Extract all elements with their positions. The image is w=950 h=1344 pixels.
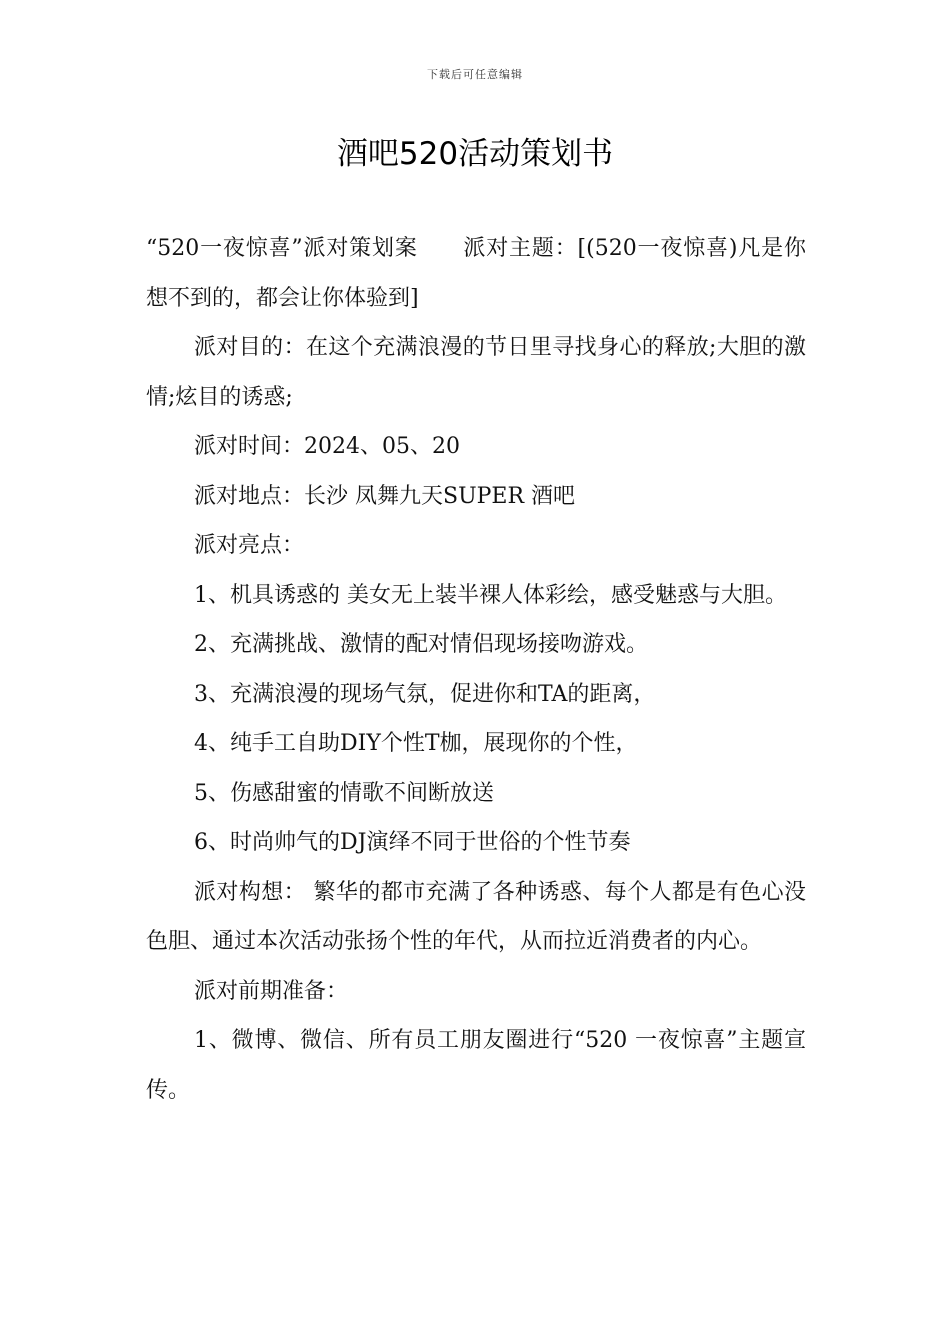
paragraph-party-concept: 派对构想： 繁华的都市充满了各种诱惑、每个人都是有色心没色胆、通过本次活动张扬个性的年代，从而拉近消费者的内心。 bbox=[146, 879, 806, 954]
paragraph-highlight-5: 5、伤感甜蜜的情歌不间断放送 bbox=[194, 780, 494, 806]
paragraph-party-location: 派对地点：长沙 凤舞九天SUPER 酒吧 bbox=[194, 483, 576, 509]
paragraph-party-highlights-heading: 派对亮点： bbox=[194, 533, 305, 558]
paragraph-highlight-6: 6、时尚帅气的DJ演绎不同于世俗的个性节奏 bbox=[194, 830, 631, 855]
document-title: 酒吧520活动策划书 bbox=[336, 136, 614, 172]
paragraph-party-time: 派对时间：2024、05、20 bbox=[194, 434, 460, 459]
paragraph-party-purpose: 派对目的：在这个充满浪漫的节日里寻找身心的释放;大胆的激情;炫目的诱惑; bbox=[146, 335, 806, 410]
header-note: 下载后可任意编辑 bbox=[427, 68, 523, 81]
paragraph-highlight-3: 3、充满浪漫的现场气氛，促进你和TA的距离， bbox=[194, 681, 656, 707]
paragraph-highlight-1: 1、机具诱惑的 美女无上装半裸人体彩绘，感受魅惑与大胆。 bbox=[194, 582, 787, 608]
paragraph-highlight-2: 2、充满挑战、激情的配对情侣现场接吻游戏。 bbox=[194, 632, 648, 657]
paragraph-party-plan-theme: “520一夜惊喜”派对策划案 派对主题：[(520一夜惊喜)凡是你想不到的，都会让你体验到] bbox=[146, 236, 806, 311]
paragraph-preparation-heading: 派对前期准备： bbox=[194, 978, 349, 1004]
paragraph-highlight-4: 4、纯手工自助DIY个性T枷，展现你的个性， bbox=[194, 731, 638, 756]
paragraph-preparation-1: 1、微博、微信、所有员工朋友圈进行“520 一夜惊喜”主题宣传。 bbox=[146, 1028, 806, 1103]
document-body bbox=[146, 224, 806, 1115]
